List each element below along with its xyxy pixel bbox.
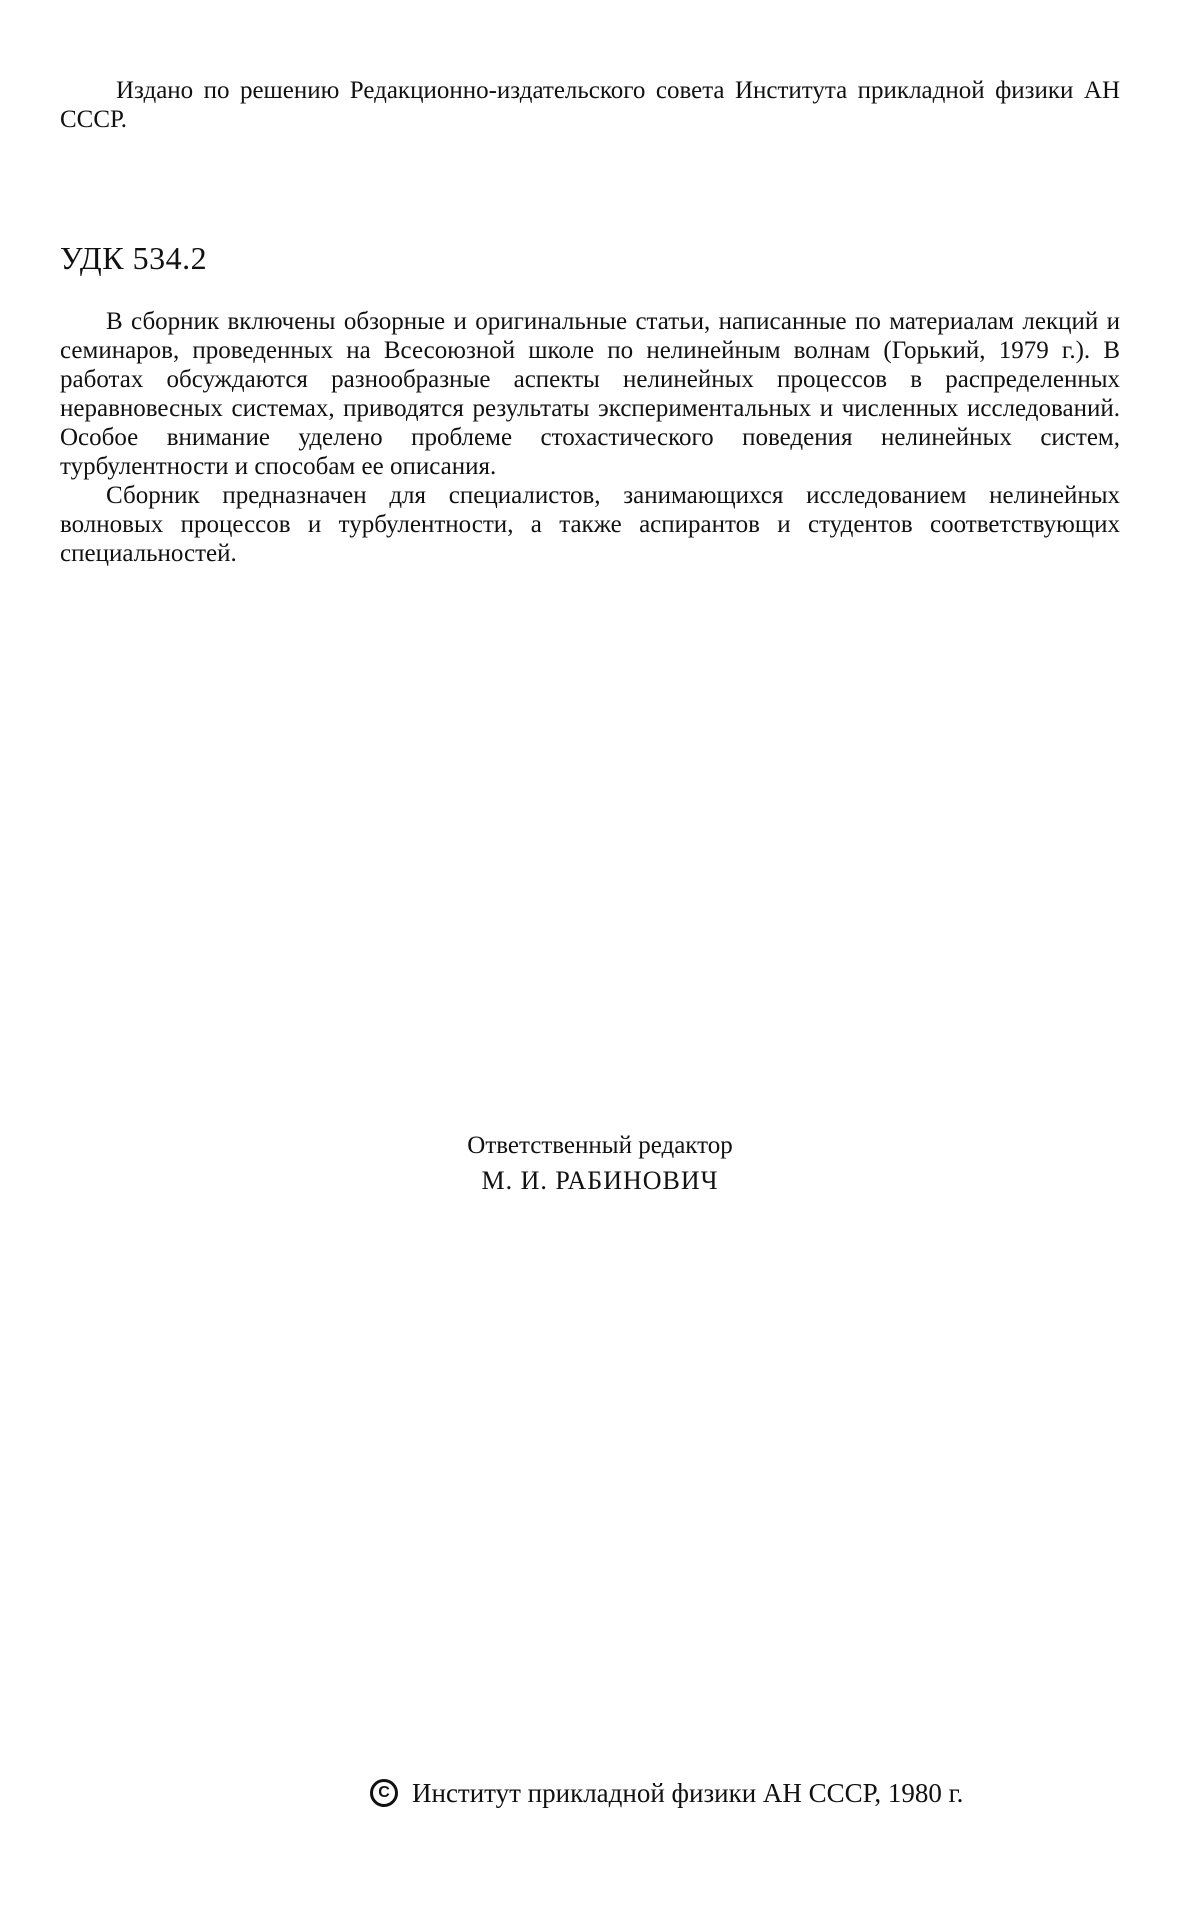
copyright-text: Институт прикладной физики АН СССР, 1980 г. bbox=[412, 1778, 964, 1808]
abstract-paragraph-2: Сборник предназначен для специалистов, занимающихся исследованием нелинейных волновых процессов и турбулентности, а также аспирантов и студентов соответствующих специальностей. bbox=[60, 482, 1120, 567]
editor-name: М. И. РАБИНОВИЧ bbox=[481, 1166, 719, 1195]
publication-note-text: Издано по решению Редакционно-издательского совета Института прикладной физики АН СССР. bbox=[60, 77, 1120, 133]
copyright-icon: C bbox=[370, 1779, 398, 1807]
publication-note bbox=[60, 76, 1120, 134]
udc-code: УДК 534.2 bbox=[60, 240, 208, 276]
abstract-paragraph-1: В сборник включены обзорные и оригинальные статьи, написанные по материалам лекций и семинаров, проведенных на Всесоюзной школе по нелинейным волнам (Горький, 1979 г.). В работах обсуждаются разнообразные аспекты нелинейных процессов в распределенных неравновесных системах, приводятся результаты экспериментальных и численных исследований. Особое внимание уделено проблеме стохастического поведения нелинейных систем, турбулентности и способам ее описания. bbox=[60, 308, 1120, 480]
copyright-line bbox=[370, 1777, 963, 1809]
abstract bbox=[60, 307, 1120, 568]
editor-role: Ответственный редактор bbox=[467, 1132, 733, 1159]
